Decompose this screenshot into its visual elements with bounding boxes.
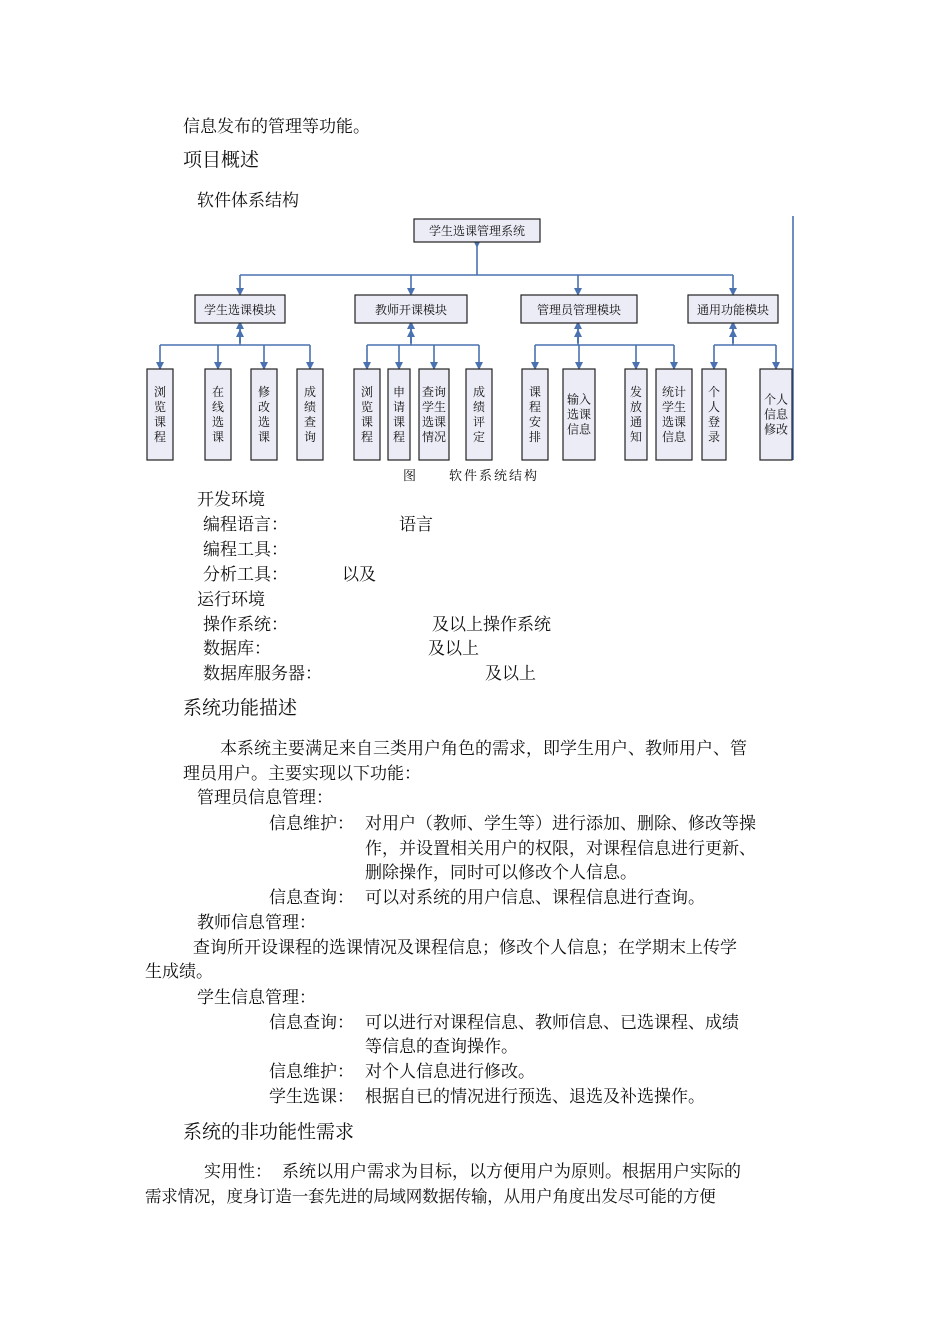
student-title: 学生信息管理： (197, 988, 316, 1008)
figure-label: 图 (403, 469, 417, 484)
run-db-label: 数据库： (203, 639, 271, 659)
dev-lang-value: 语言 (399, 515, 433, 535)
leaf-label: 放 (629, 400, 643, 414)
root-label: 学生选课管理系统 (428, 224, 526, 238)
leaf-label: 览 (153, 400, 167, 414)
run-server-label: 数据库服务器： (203, 664, 322, 684)
leaf-label: 知 (629, 430, 643, 444)
leaf-label: 浏 (360, 385, 374, 399)
student-maint-label: 信息维护： (269, 1062, 354, 1082)
func-para-line-1: 本系统主要满足来自三类用户角色的需求，即学生用户、教师用户、管 (220, 739, 747, 759)
student-select-text: 根据自已的情况进行预选、退选及补选操作。 (365, 1087, 705, 1107)
leaf-label: 成 (303, 385, 317, 399)
leaf-label: 程 (528, 400, 542, 414)
leaf-label: 课 (257, 430, 271, 444)
run-os-value: 及以上操作系统 (432, 615, 551, 635)
leaf-label: 定 (472, 430, 486, 444)
admin-maint-line-3: 删除操作，同时可以修改个人信息。 (365, 863, 637, 883)
leaf-label: 课 (528, 385, 542, 399)
leaf-label: 绩 (472, 400, 486, 414)
nonfunc-line-1: 系统以用户需求为目标，以方便用户为原则。根据用户实际的 (282, 1162, 741, 1182)
module-label: 教师开课模块 (374, 303, 448, 317)
leaf-label: 查 (303, 415, 317, 429)
leaf-label: 绩 (303, 400, 317, 414)
leaf-label: 课 (392, 415, 406, 429)
leaf-label: 成 (472, 385, 486, 399)
leaf-label: 信息 (661, 430, 687, 444)
leaf-label: 情况 (421, 430, 447, 444)
admin-query-text: 可以对系统的用户信息、课程信息进行查询。 (365, 888, 705, 908)
student-select-label: 学生选课： (269, 1087, 354, 1107)
leaf-label: 申 (392, 385, 406, 399)
module-label: 管理员管理模块 (536, 303, 622, 317)
leaf-label: 学生 (421, 400, 447, 414)
nonfunc-label: 实用性： (204, 1162, 272, 1182)
module-label: 通用功能模块 (696, 303, 770, 317)
intro-line: 信息发布的管理等功能。 (183, 117, 370, 137)
leaf-label: 选 (257, 415, 271, 429)
leaf-label: 课 (211, 430, 225, 444)
subheading-architecture: 软件体系结构 (197, 191, 299, 211)
leaf-label: 程 (360, 430, 374, 444)
leaf-label: 浏 (153, 385, 167, 399)
func-para-line-2: 理员用户。主要实现以下功能： (183, 764, 421, 784)
leaf-label: 个 (707, 385, 721, 399)
leaf-label: 选课 (421, 415, 447, 429)
leaf-label: 修 (257, 385, 271, 399)
run-os-label: 操作系统： (203, 615, 288, 635)
nonfunc-line-2: 需求情况，度身订造一套先进的局域网数据传输，从用户角度出发尽可能的方便 (145, 1187, 716, 1206)
section-heading-nonfunctional: 系统的非功能性需求 (183, 1121, 355, 1143)
leaf-label: 请 (392, 400, 406, 414)
run-server-value: 及以上 (485, 664, 536, 684)
section-heading-overview: 项目概述 (183, 149, 260, 171)
leaf-label: 选 (211, 415, 225, 429)
leaf-label: 览 (360, 400, 374, 414)
leaf-label: 排 (528, 430, 542, 444)
student-query-line-2: 等信息的查询操作。 (365, 1037, 518, 1057)
leaf-label: 修改 (763, 422, 789, 437)
admin-maint-label: 信息维护： (269, 814, 354, 834)
dev-analysis-value: 以及 (342, 565, 376, 585)
teacher-line-2: 生成绩。 (145, 962, 213, 982)
leaf-label: 个人 (763, 392, 789, 407)
leaf-label: 选课 (661, 415, 687, 429)
leaf-label: 通 (629, 415, 643, 429)
dev-analysis-label: 分析工具： (203, 565, 288, 585)
leaf-label: 询 (303, 430, 317, 444)
run-db-value: 及以上 (428, 639, 479, 659)
leaf-label: 学生 (661, 400, 687, 414)
leaf-label: 人 (707, 400, 721, 414)
leaf-label: 发 (629, 385, 643, 399)
leaf-label: 信息 (763, 407, 789, 422)
section-heading-functions: 系统功能描述 (183, 697, 298, 719)
student-query-label: 信息查询： (269, 1013, 354, 1033)
student-maint-text: 对个人信息进行修改。 (365, 1062, 535, 1082)
architecture-diagram (0, 0, 950, 500)
student-query-line-1: 可以进行对课程信息、教师信息、已选课程、成绩 (365, 1013, 739, 1033)
figure-caption: 软件系统结构 (449, 469, 540, 484)
leaf-label: 登 (707, 415, 721, 429)
dev-tool-label: 编程工具： (203, 540, 288, 560)
admin-query-label: 信息查询： (269, 888, 354, 908)
teacher-line-1: 查询所开设课程的选课情况及课程信息；修改个人信息；在学期末上传学 (193, 938, 737, 958)
leaf-label: 线 (211, 400, 225, 414)
leaf-label: 选课 (566, 407, 592, 422)
dev-lang-label: 编程语言： (203, 515, 288, 535)
leaf-label: 改 (257, 400, 271, 414)
leaf-label: 统计 (661, 385, 687, 399)
leaf-label: 评 (472, 415, 486, 429)
leaf-label: 信息 (566, 422, 592, 437)
leaf-label: 课 (360, 415, 374, 429)
subheading-run-env: 运行环境 (197, 590, 265, 610)
admin-maint-line-2: 作，并设置相关用户的权限，对课程信息进行更新、 (365, 839, 756, 859)
leaf-label: 输入 (566, 392, 592, 407)
leaf-label: 查询 (421, 385, 447, 399)
leaf-label: 安 (528, 415, 542, 429)
leaf-label: 课 (153, 415, 167, 429)
subheading-dev-env: 开发环境 (197, 490, 265, 510)
leaf-label: 程 (153, 430, 167, 444)
leaf-label: 录 (707, 430, 721, 444)
leaf-label: 在 (211, 385, 225, 399)
teacher-title: 教师信息管理： (197, 913, 316, 933)
leaf-label: 程 (392, 430, 406, 444)
admin-maint-line-1: 对用户（教师、学生等）进行添加、删除、修改等操 (365, 814, 756, 834)
module-label: 学生选课模块 (203, 303, 277, 317)
admin-title: 管理员信息管理： (197, 788, 333, 808)
